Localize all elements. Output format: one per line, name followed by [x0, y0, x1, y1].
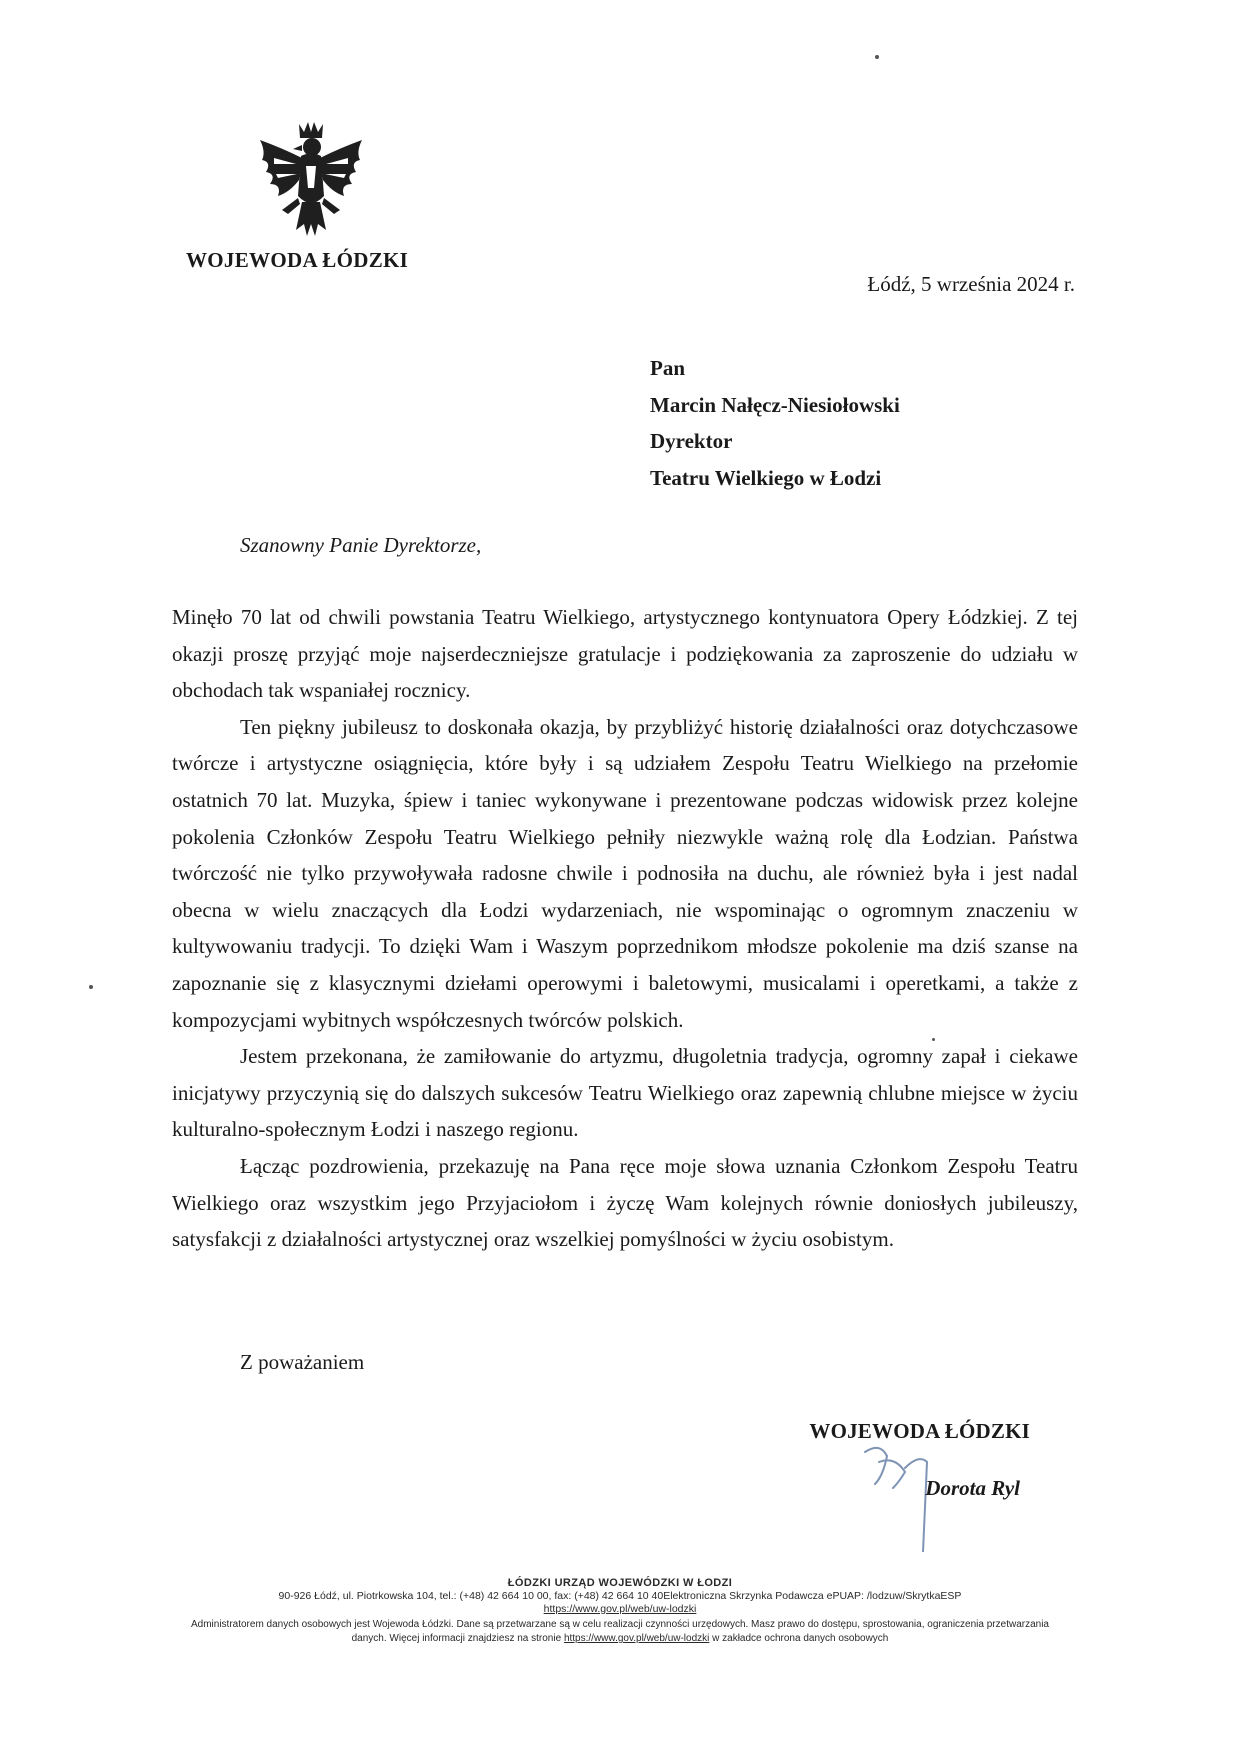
addressee-name: Marcin Nałęcz-Niesiołowski	[650, 392, 900, 417]
addressee-block	[650, 350, 900, 496]
addressee-position: Dyrektor	[650, 429, 733, 453]
closing-phrase: Z poważaniem	[240, 1350, 365, 1374]
gdpr-link[interactable]: https://www.gov.pl/web/uw-lodzki	[563, 1633, 710, 1644]
body-paragraph-3: Jestem przekonana, że zamiłowanie do artyzmu, długoletnia tradycja, ogromny zapał i ciekawe inicjatywy przyczynią się do dalszych sukcesów Teatru Wielkiego oraz zapewnią chlubne miejsce w życiu kulturalno-społecznym Łodzi i naszego regionu.	[172, 1044, 1078, 1142]
polish-eagle-emblem	[252, 118, 370, 253]
body-paragraph-4: Łącząc pozdrowienia, przekazuję na Pana ręce moje słowa uznania Członkom Zespołu Teatru Wielkiego oraz wszystkim jego Przyjaciołom i życzę Wam kolejnych równie doniosłych jubileuszy, satysfakcji z działalności artystycznej oraz wszelkiej pomyślności w życiu osobistym.	[172, 1153, 1078, 1252]
footer-website-link[interactable]: https://www.gov.pl/web/uw-lodzki	[543, 1603, 697, 1615]
scan-speck	[89, 985, 93, 989]
addressee-honorific: Pan	[650, 356, 686, 380]
scan-speck	[932, 1038, 935, 1041]
signatory-name: Dorota Ryl	[925, 1476, 1020, 1500]
issuer-heading: WOJEWODA ŁÓDZKI	[186, 248, 409, 272]
gdpr-text-end: w zakładce ochrona danych osobowych	[709, 1633, 889, 1644]
body-paragraph-2: Ten piękny jubileusz to doskonała okazja, by przybliżyć historię działalności oraz dotychczasowe twórcze i artystyczne osiągnięcia, które były i są udziałem Zespołu Teatru Wielkiego na przełomie ostatnich 70 lat. Muzyka, śpiew i taniec wykonywane i prezentowane podczas widowisk przez kolejne pokolenia Członków Zespołu Teatru Wielkiego pełniły niezwykle ważną rolę dla Łodzian. Państwa twórczość nie tylko przywoływała radosne chwile i podnosiła na duchu, ale również była i jest nadal obecna w wielu znaczących dla Łodzi wydarzeniach, nie wspominając o ogromnym znaczeniu w kultywowaniu tradycji. To dzięki Wam i Waszym poprzednikom młodsze pokolenie ma dziś szanse na zapoznanie się z klasycznymi dziełami operowymi i baletowymi, musicalami i operetkami, a także z kompozycjami wybitnych współczesnych twórców polskich.	[172, 714, 1078, 1032]
addressee-institution: Teatru Wielkiego w Łodzi	[650, 465, 882, 490]
footer-address: 90-926 Łódź, ul. Piotrkowska 104, tel.: (+48) 42 664 10 00, fax: (+48) 42 664 10 40Elektroniczna Skrzynka Podawcza ePUAP: /lodzuw/SkrytkaESP	[278, 1590, 962, 1602]
letter-body	[172, 599, 1078, 1258]
gdpr-text-start: Administratorem danych osobowych jest Wojewoda Łódzki. Dane są przetwarzane są w celu realizacji czynności urzędowych. Masz prawo do dostępu, sprostowania, ograniczenia przetwarzania danych. Więcej informacji znajdziesz na stronie	[190, 1619, 1049, 1644]
salutation: Szanowny Panie Dyrektorze,	[240, 533, 482, 557]
signature-title: WOJEWODA ŁÓDZKI	[809, 1419, 1030, 1443]
footer-office-name: ŁÓDZKI URZĄD WOJEWÓDZKI W ŁODZI	[507, 1577, 733, 1589]
letter-date: Łódź, 5 września 2024 r.	[867, 272, 1075, 296]
letterhead-footer	[190, 1577, 1050, 1646]
scan-speck	[875, 55, 879, 59]
footer-gdpr-notice	[190, 1618, 1050, 1646]
body-paragraph-1: Minęło 70 lat od chwili powstania Teatru Wielkiego, artystycznego kontynuatora Opery Łódzkiej. Z tej okazji proszę przyjąć moje najserdeczniejsze gratulacje i podziękowania za zaproszenie do udziału w obchodach tak wspaniałej rocznicy.	[172, 605, 1078, 703]
